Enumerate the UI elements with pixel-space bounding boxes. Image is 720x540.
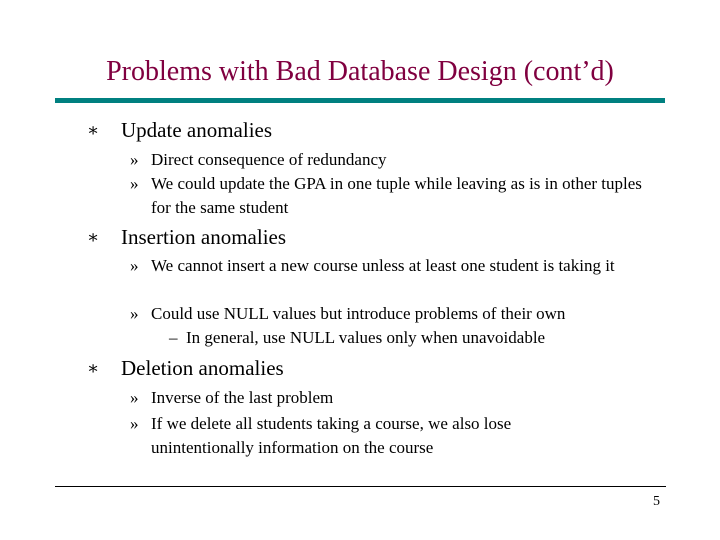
bullet-insertion-anomalies bbox=[87, 225, 287, 250]
sub-bullet-text: Direct consequence of redundancy bbox=[151, 150, 387, 169]
bullet-heading: Deletion anomalies bbox=[121, 356, 284, 380]
sub-bullet-text: If we delete all students taking a course, we also lose unintentionally information on the course bbox=[151, 414, 512, 457]
bullet-chevron-icon: » bbox=[130, 150, 139, 169]
sub-bullet-text: We could update the GPA in one tuple while leaving as is in other tuples for the same student bbox=[151, 174, 642, 217]
bullet-chevron-icon: » bbox=[130, 174, 139, 193]
bullet-asterisk-icon: ∗ bbox=[87, 120, 100, 140]
bullet-asterisk-icon: ∗ bbox=[87, 227, 100, 247]
bullet-chevron-icon: » bbox=[130, 414, 139, 433]
sub-bullet-text: Inverse of the last problem bbox=[151, 388, 334, 407]
sub-bullet bbox=[130, 254, 641, 278]
sub-bullet-text: Could use NULL values but introduce problems of their own bbox=[151, 304, 566, 323]
bullet-chevron-icon: » bbox=[130, 256, 139, 275]
sub-bullet bbox=[130, 148, 661, 172]
sub-bullet bbox=[130, 386, 661, 410]
sub-sub-bullet-text: In general, use NULL values only when unavoidable bbox=[186, 328, 546, 347]
sub-bullet bbox=[130, 302, 661, 326]
sub-bullet bbox=[130, 412, 591, 460]
bullet-dash-icon: – bbox=[169, 328, 178, 347]
sub-bullet-text: We cannot insert a new course unless at least one student is taking it bbox=[151, 256, 615, 275]
page-number: 5 bbox=[653, 494, 660, 509]
bullet-deletion-anomalies bbox=[87, 356, 284, 381]
bullet-chevron-icon: » bbox=[130, 304, 139, 323]
bullet-asterisk-icon: ∗ bbox=[87, 358, 100, 378]
sub-bullet bbox=[130, 172, 646, 220]
bullet-heading: Insertion anomalies bbox=[121, 225, 287, 249]
slide-title: Problems with Bad Database Design (cont’d) bbox=[106, 56, 614, 87]
sub-sub-bullet bbox=[169, 328, 546, 348]
bullet-update-anomalies bbox=[87, 118, 273, 143]
bullet-heading: Update anomalies bbox=[121, 118, 273, 142]
footer-divider bbox=[55, 486, 666, 487]
bullet-chevron-icon: » bbox=[130, 388, 139, 407]
